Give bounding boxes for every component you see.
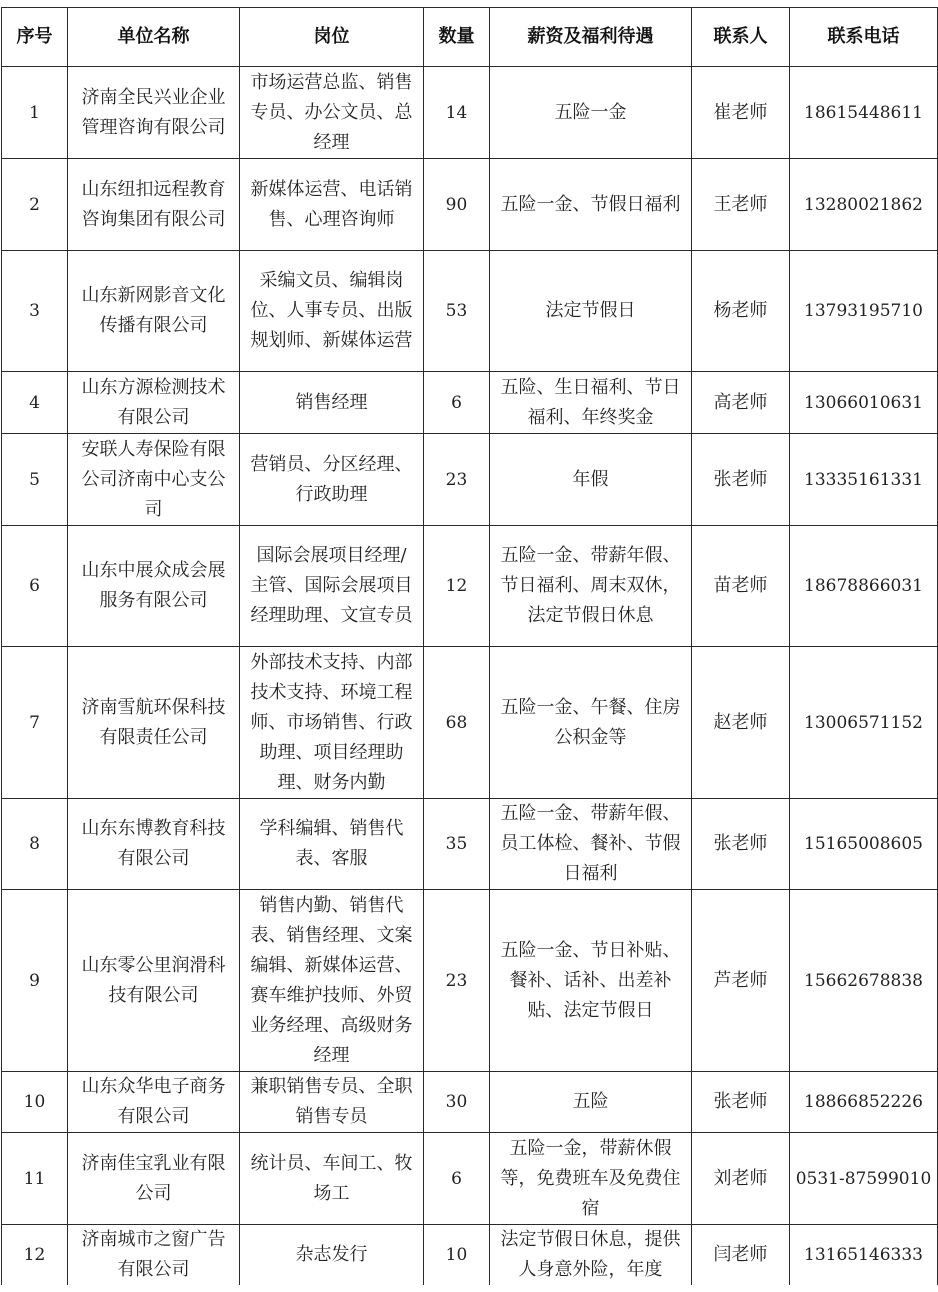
- cell-contact: 杨老师: [692, 251, 790, 372]
- table-header-row: [2, 8, 938, 67]
- cell-unit: 山东众华电子商务有限公司: [68, 1072, 240, 1133]
- cell-phone: 13165146333: [790, 1225, 938, 1286]
- cell-unit: 山东新网影音文化传播有限公司: [68, 251, 240, 372]
- cell-contact: 闫老师: [692, 1225, 790, 1286]
- cell-welfare: 五险一金: [490, 67, 692, 159]
- job-listing-table: [1, 7, 938, 1285]
- cell-position: 学科编辑、销售代表、客服: [240, 799, 424, 890]
- table-row: [2, 799, 938, 890]
- cell-count: 23: [424, 890, 490, 1072]
- cell-phone: 15165008605: [790, 799, 938, 890]
- cell-welfare: 五险一金、午餐、住房公积金等: [490, 647, 692, 799]
- cell-position: 采编文员、编辑岗位、人事专员、出版规划师、新媒体运营: [240, 251, 424, 372]
- cell-unit: 山东纽扣远程教育咨询集团有限公司: [68, 159, 240, 251]
- cell-count: 12: [424, 526, 490, 647]
- cell-welfare: 五险、生日福利、节日福利、年终奖金: [490, 372, 692, 434]
- cell-position: 统计员、车间工、牧场工: [240, 1133, 424, 1225]
- table-row: [2, 159, 938, 251]
- table-row: [2, 67, 938, 159]
- cell-seq: 6: [2, 526, 68, 647]
- cell-seq: 4: [2, 372, 68, 434]
- cell-seq: 8: [2, 799, 68, 890]
- cell-seq: 9: [2, 890, 68, 1072]
- cell-count: 53: [424, 251, 490, 372]
- cell-contact: 崔老师: [692, 67, 790, 159]
- cell-welfare: 法定节假日: [490, 251, 692, 372]
- cell-position: 外部技术支持、内部技术支持、环境工程师、市场销售、行政助理、项目经理助理、财务内勤: [240, 647, 424, 799]
- header-welfare: 薪资及福利待遇: [490, 8, 692, 67]
- table-row: [2, 372, 938, 434]
- cell-unit: 山东东博教育科技有限公司: [68, 799, 240, 890]
- header-position: 岗位: [240, 8, 424, 67]
- cell-unit: 山东中展众成会展服务有限公司: [68, 526, 240, 647]
- cell-unit: 济南全民兴业企业管理咨询有限公司: [68, 67, 240, 159]
- cell-phone: 13335161331: [790, 434, 938, 526]
- table-row: [2, 1072, 938, 1133]
- cell-contact: 张老师: [692, 434, 790, 526]
- cell-welfare: 五险一金、节日补贴、餐补、话补、出差补贴、法定节假日: [490, 890, 692, 1072]
- cell-position: 国际会展项目经理/主管、国际会展项目经理助理、文宣专员: [240, 526, 424, 647]
- cell-seq: 3: [2, 251, 68, 372]
- header-seq: 序号: [2, 8, 68, 67]
- cell-welfare: 五险一金、带薪年假、节日福利、周末双休，法定节假日休息: [490, 526, 692, 647]
- cell-welfare: 五险一金、节假日福利: [490, 159, 692, 251]
- cell-phone: 18615448611: [790, 67, 938, 159]
- cell-unit: 济南城市之窗广告有限公司: [68, 1225, 240, 1286]
- cell-count: 30: [424, 1072, 490, 1133]
- cell-contact: 刘老师: [692, 1133, 790, 1225]
- cell-position: 销售经理: [240, 372, 424, 434]
- cell-phone: 13006571152: [790, 647, 938, 799]
- cell-position: 杂志发行: [240, 1225, 424, 1286]
- cell-contact: 芦老师: [692, 890, 790, 1072]
- cell-position: 销售内勤、销售代表、销售经理、文案编辑、新媒体运营、赛车维护技师、外贸业务经理、高级财务经理: [240, 890, 424, 1072]
- table-row: [2, 526, 938, 647]
- cell-phone: 0531-87599010: [790, 1133, 938, 1225]
- cell-unit: 安联人寿保险有限公司济南中心支公司: [68, 434, 240, 526]
- cell-position: 兼职销售专员、全职销售专员: [240, 1072, 424, 1133]
- cell-phone: 13066010631: [790, 372, 938, 434]
- table-row: [2, 251, 938, 372]
- header-phone: 联系电话: [790, 8, 938, 67]
- header-contact: 联系人: [692, 8, 790, 67]
- cell-unit: 山东零公里润滑科技有限公司: [68, 890, 240, 1072]
- cell-welfare: 年假: [490, 434, 692, 526]
- cell-seq: 10: [2, 1072, 68, 1133]
- cell-contact: 张老师: [692, 799, 790, 890]
- header-unit: 单位名称: [68, 8, 240, 67]
- cell-phone: 13793195710: [790, 251, 938, 372]
- header-count: 数量: [424, 8, 490, 67]
- cell-contact: 赵老师: [692, 647, 790, 799]
- cell-count: 6: [424, 372, 490, 434]
- cell-contact: 张老师: [692, 1072, 790, 1133]
- cell-count: 6: [424, 1133, 490, 1225]
- cell-phone: 15662678838: [790, 890, 938, 1072]
- cell-count: 90: [424, 159, 490, 251]
- cell-position: 营销员、分区经理、行政助理: [240, 434, 424, 526]
- cell-phone: 18678866031: [790, 526, 938, 647]
- cell-contact: 高老师: [692, 372, 790, 434]
- cell-welfare: 五险: [490, 1072, 692, 1133]
- cell-position: 新媒体运营、电话销售、心理咨询师: [240, 159, 424, 251]
- cell-phone: 13280021862: [790, 159, 938, 251]
- cell-contact: 王老师: [692, 159, 790, 251]
- cell-seq: 11: [2, 1133, 68, 1225]
- cell-count: 14: [424, 67, 490, 159]
- cell-phone: 18866852226: [790, 1072, 938, 1133]
- cell-seq: 1: [2, 67, 68, 159]
- cell-welfare: 五险一金，带薪休假等，免费班车及免费住宿: [490, 1133, 692, 1225]
- table-row: [2, 647, 938, 799]
- cell-seq: 5: [2, 434, 68, 526]
- cell-welfare: 五险一金、带薪年假、员工体检、餐补、节假日福利: [490, 799, 692, 890]
- cell-unit: 山东方源检测技术有限公司: [68, 372, 240, 434]
- table-row: [2, 890, 938, 1072]
- cell-unit: 济南佳宝乳业有限公司: [68, 1133, 240, 1225]
- cell-count: 68: [424, 647, 490, 799]
- cell-unit: 济南雪航环保科技有限责任公司: [68, 647, 240, 799]
- cell-seq: 12: [2, 1225, 68, 1286]
- cell-count: 10: [424, 1225, 490, 1286]
- cell-contact: 苗老师: [692, 526, 790, 647]
- table-row: [2, 1225, 938, 1286]
- table-row: [2, 434, 938, 526]
- cell-count: 35: [424, 799, 490, 890]
- cell-seq: 2: [2, 159, 68, 251]
- cell-position: 市场运营总监、销售专员、办公文员、总经理: [240, 67, 424, 159]
- cell-count: 23: [424, 434, 490, 526]
- table-row: [2, 1133, 938, 1225]
- cell-welfare: 法定节假日休息，提供人身意外险，年度: [490, 1225, 692, 1286]
- cell-seq: 7: [2, 647, 68, 799]
